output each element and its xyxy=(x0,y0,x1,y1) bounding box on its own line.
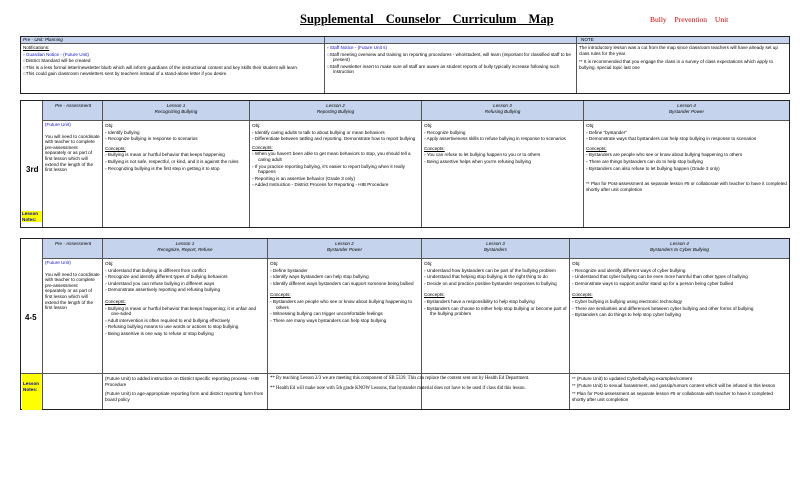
list-item: ▫ Demonstrate assertively reporting and refusing bullying xyxy=(105,287,221,293)
list-item-text: If you practice reporting bullying, it's easier to report bullying when it really happens xyxy=(254,163,405,175)
pre-unit-header xyxy=(21,37,789,44)
list-item: ** Plan for Post-assessment as separate lesson #5 or collaborate with teacher to have it completed shortly after unit completion xyxy=(572,391,773,402)
list-item: Obj: xyxy=(105,261,114,266)
lesson-header-text: Bystander Power xyxy=(327,246,362,252)
pre-assessment-cell xyxy=(43,121,102,229)
list-item: ▫ Understand that helping stop bullying is the right thing to do xyxy=(424,274,548,280)
pre-assessment-header: Pre - Assessment xyxy=(54,103,92,108)
lesson-header xyxy=(250,103,421,114)
pre-assessment-cell xyxy=(43,259,102,371)
list-item-text: Define "bystander" xyxy=(588,129,627,135)
lesson-header xyxy=(422,103,583,114)
lesson-header xyxy=(268,241,421,252)
list-item: ▫ Understand that bullying is different from conflict xyxy=(105,267,206,273)
list-item: ▫ Recognize bullying xyxy=(424,129,466,135)
list-item-text: Added Instruction - District Process for Reporting - HIB Procedure xyxy=(254,182,389,188)
list-item-text: Identify caring adults to talk to about bullying or mean behaviors xyxy=(254,129,385,135)
pre-unit-header-label: Pre - Unit: Planning xyxy=(23,37,63,42)
list-item: Obj: xyxy=(586,123,595,128)
list-item-text: Staff Notice - (Future Unit s) xyxy=(329,45,388,50)
list-item-text: Staff newsletter insert to make sure all staff are aware as student reports of bully typically increase following such instruction xyxy=(329,63,560,75)
lesson-4-cell xyxy=(570,260,789,372)
list-item: ▫ When you haven't been able to get mean behaviors to stop, you should tell a caring adult xyxy=(252,151,411,162)
lesson-1-cell xyxy=(103,122,249,228)
list-item: ▫ Bystanders can choose to either help stop bullying or become part of the bullying problem xyxy=(424,305,567,317)
list-item-text: When you haven't been able to get mean behaviors to stop, you should tell a caring adult xyxy=(254,151,411,162)
list-item: ▫ Bullying is mean or hurtful behavior that keeps happening xyxy=(105,152,225,158)
lesson-header-text: Recognize, Report, Refuse xyxy=(157,246,213,252)
list-item-text: This could gain classroom newsletters sent by teachers instead of a stand-alone letter if you desire. xyxy=(25,71,228,77)
list-item: ▫ Bystanders can do things to help stop cyber bullying xyxy=(572,312,681,318)
list-item-text: Demonstrate ways to support and/or stand up for a person being cyber bullied xyxy=(574,280,734,286)
list-item: ▫ You can refuse to let bullying happen to you or to others xyxy=(424,152,541,158)
future-unit-link[interactable]: (Future Unit) xyxy=(45,260,71,265)
list-item: ▫ Define bystander xyxy=(270,267,308,273)
list-item: Obj: xyxy=(424,123,433,128)
lesson-4-cell xyxy=(584,122,789,228)
list-item: ▫ Reporting is an assertive behavior (Grade 3 only) xyxy=(252,175,355,181)
list-item-text: Define bystander xyxy=(272,267,308,273)
lesson-notes-label: Lesson Notes: xyxy=(22,211,42,222)
lesson-2-cell xyxy=(250,122,421,228)
list-item: ▫ Recognize and identify different types of bullying behaviors xyxy=(105,274,228,280)
lesson-header-text: Recognizing Bullying xyxy=(154,108,198,114)
lesson-header-text: Lesson 1 xyxy=(175,241,195,246)
staff-notice-section xyxy=(325,44,575,94)
list-item-text: Understand how bystanders can be part of the bullying problem xyxy=(426,267,556,273)
list-item-text: Bullying is mean or hurtful behavior that keeps happening; it is unfair and one-sided xyxy=(107,305,257,317)
lesson-notes-label: Lesson Notes: xyxy=(23,381,40,392)
guardian-notice-section xyxy=(21,44,323,94)
list-item: ▫ There are similarities and differences between cyber bullying and other forms of bullying xyxy=(572,305,754,311)
list-item-text: Bystanders are people who see or know about bullying happening to others xyxy=(272,298,413,310)
lesson-header-text: Lesson 1 xyxy=(166,103,186,108)
guardian-item: ○District Standard will be created xyxy=(23,58,91,64)
list-item: ▫ There are things bystanders can do to help stop bullying xyxy=(586,158,703,164)
list-item: ▫ Being assertive helps when you're refusing bullying xyxy=(424,158,531,164)
note-text: The introductory lesson was a cut from the map since classroom teachers will have already set up class rules for the year. xyxy=(579,45,778,56)
list-item: ▫ Decide on and practice positive bystander responses to bullying xyxy=(424,280,557,286)
page-title: Supplemental Counselor Curriculum Map xyxy=(300,12,554,26)
list-item: ▫ Recognize and identify different ways of cyber bullying xyxy=(572,267,686,273)
lesson-header-text: Lesson 4 xyxy=(670,241,689,246)
lesson-header xyxy=(422,241,569,252)
list-item-text: Bullying is mean or hurtful behavior that keeps happening xyxy=(107,152,225,158)
list-item: ▫ Identify ways bystanders can help stop bullying xyxy=(270,274,369,280)
list-item: ▫ Recognizing bullying is the first step in getting it to stop xyxy=(105,165,220,171)
list-item-text: Identify different ways bystanders can support someone being bullied xyxy=(272,280,414,286)
lesson-2-cell xyxy=(268,260,421,372)
list-item: ** (Future Unit) to updated Cyberbullying examples/content xyxy=(572,376,693,381)
list-item-text: Staff meeting overview and training on reporting procedures - who/student, will learn (important for classified staff to be present) xyxy=(329,51,571,63)
list-item: Obj: xyxy=(270,261,279,266)
list-item: (Future Unit) to added instruction on District specific reporting process - HIB Procedure xyxy=(105,376,259,387)
lesson-header-text: Lesson 3 xyxy=(486,241,505,246)
pre-assessment-text: You will need to coordinate with teacher to complete pre-assessment separately or as part of first lesson which will extend the length of the first lesson xyxy=(45,271,100,311)
grade-label: 3rd xyxy=(26,165,39,174)
list-item: ** Health Ed will make note with 5th grade KNOW Lessons, that bystander material does not have to be used if class did this lesson. xyxy=(270,385,526,391)
list-item: ** Plan for Post-assessment as separate lesson #5 or collaborate with teacher to have it completed shortly after unit completion xyxy=(586,181,787,192)
lesson-header-text: Refusing Bullying xyxy=(484,108,521,114)
list-item: ▫ Bystanders have a responsibility to help stop bullying xyxy=(424,298,535,304)
list-item: ▫ Understand that cyber bullying can be even more harmful than other types of bullying xyxy=(572,274,748,280)
list-item-text: Apply assertiveness skills to refuse bullying in response to scenarios xyxy=(426,136,566,142)
list-item-text: Understand you can refuse bullying in different ways xyxy=(107,280,215,286)
list-item: Obj: xyxy=(252,123,261,128)
list-item: Concepts: xyxy=(252,144,273,150)
list-item: ▫ Bullying is not safe, respectful, or kind, and it is against the rules xyxy=(105,158,239,164)
list-item-text: Bystanders have a responsibility to help stop bullying xyxy=(426,298,535,304)
list-item-text: There are things bystanders can do to help stop bullying xyxy=(588,158,703,164)
list-item-text: Cyber bullying is bullying using electronic technology xyxy=(574,298,683,304)
list-item-text: Refusing bullying means to use words or actions to stop bullying xyxy=(107,324,239,330)
list-item: ▫ Identify caring adults to talk to about bullying or mean behaviors xyxy=(252,129,385,135)
list-item: Concepts: xyxy=(572,292,593,298)
list-item-text: Recognize and identify different types of bullying behaviors xyxy=(107,274,228,280)
lesson-header xyxy=(103,241,267,252)
list-item-text: This is a less formal letter/newsletter blurb which will inform guardians of the instructional content and key skills their student will learn. xyxy=(25,64,299,70)
list-item-text: District Standard will be created xyxy=(25,58,91,64)
list-item: Concepts: xyxy=(270,292,291,298)
list-item: ▫ Witnessing bullying can trigger uncomfortable feelings xyxy=(270,311,383,317)
list-item: ▫ Refusing bullying means to use words or actions to stop bullying xyxy=(105,324,239,330)
list-item-text: Identify bullying xyxy=(107,129,140,135)
list-item: ** By teaching Lesson 2/3 we are meeting this component of SB 5339. This can replace the content sent out by Health Ed Department. xyxy=(270,376,530,381)
list-item: ▫ Understand how bystanders can be part of the bullying problem xyxy=(424,267,556,273)
staff-item: ○Staff meeting overview and training on reporting procedures - who/student, will learn (important for classified staff to be present) xyxy=(327,51,571,63)
lesson-3-cell xyxy=(422,122,583,228)
list-item: ▫ Added Instruction - District Process for Reporting - HIB Procedure xyxy=(252,182,389,188)
note-text-2: ** It is recommended that you engage the class in a survey of class expectations which apply to bullying. special topic last one xyxy=(579,59,774,70)
list-item: ▫ Understand you can refuse bullying in different ways xyxy=(105,280,215,286)
list-item-text: Being assertive is one way to refuse or stop bullying xyxy=(107,330,214,336)
lesson-3-cell xyxy=(422,260,569,372)
list-item-text: Bystanders can choose to either help stop bullying or become part of the bullying problem xyxy=(426,305,567,317)
lesson-header xyxy=(570,241,789,252)
lesson-notes-1 xyxy=(103,375,267,410)
list-item: ▫ Bullying is mean or hurtful behavior that keeps happening; it is unfair and one-sided xyxy=(105,305,257,317)
list-item: ** (Future Unit) to sexual harassment, and gossip/rumors content which will be infused in this lesson xyxy=(572,382,776,388)
notifications-label: Notifications: xyxy=(23,45,50,50)
list-item: ▫ Recognize bullying in response to scenarios xyxy=(105,136,198,142)
list-item: ▫ There are many ways bystanders can help stop bullying xyxy=(270,317,387,323)
list-item: ▫ If you practice reporting bullying, it's easier to report bullying when it really happens xyxy=(252,163,405,175)
list-item: Obj: xyxy=(424,261,433,266)
list-item: (Future Unit) to age-appropriate reporting form and district reporting form from board policy xyxy=(105,391,264,402)
lesson-header-text: Lesson 2 xyxy=(326,103,345,108)
lesson-header-text: Bystander Power xyxy=(669,108,704,114)
list-item-text: Understand that helping stop bullying is the right thing to do xyxy=(426,274,548,280)
list-item-text: Bullying is not safe, respectful, or kind, and it is against the rules xyxy=(107,158,239,164)
pre-assessment-header: Pre - Assessment xyxy=(54,241,92,246)
list-item-text: There are similarities and differences between cyber bullying and other forms of bullying xyxy=(574,305,754,311)
lesson-header-text: Bystanders xyxy=(484,246,507,252)
list-item: ▫ Define "bystander" xyxy=(586,129,627,135)
list-item: Concepts: xyxy=(424,145,445,151)
list-item: Obj: xyxy=(105,123,114,128)
list-item-text: Identify ways bystanders can help stop bullying xyxy=(272,274,369,280)
note-section xyxy=(577,44,789,94)
list-item-text: Guardian Notice - (Future Unit) xyxy=(25,51,89,57)
list-item-text: Being assertive helps when you're refusing bullying xyxy=(426,158,531,164)
grade-4-5-table xyxy=(20,238,790,410)
list-item-text: Differentiate between tattling and reporting. Demonstrate how to report bullying xyxy=(254,136,416,142)
list-item: Concepts: xyxy=(424,292,445,298)
staff-item: ○Staff newsletter insert to make sure all staff are aware as student reports of bully typically increase following such instruction xyxy=(327,63,560,75)
list-item: ▫ Identify different ways bystanders can support someone being bullied xyxy=(270,280,414,286)
lesson-header-text: Lesson 2 xyxy=(335,241,354,246)
guardian-item: ○This could gain classroom newsletters sent by teachers instead of a stand-alone letter if you desire. xyxy=(23,71,228,77)
list-item-text: Bystanders can do things to help stop cyber bullying xyxy=(574,312,681,318)
lesson-notes-2-3 xyxy=(268,375,569,410)
list-item: ▫ Bystanders are people who see or know about bullying happening to others xyxy=(270,298,413,310)
list-item-text: Demonstrate assertively reporting and refusing bullying xyxy=(107,287,221,293)
list-item-text: Adult intervention is often required to end bullying effectively xyxy=(107,317,230,323)
list-item-text: Understand that cyber bullying can be even more harmful than other types of bullying xyxy=(574,274,748,280)
lesson-header xyxy=(103,103,249,114)
lesson-notes-4 xyxy=(570,375,789,410)
list-item-text: You can refuse to let bullying happen to you or to others xyxy=(426,152,541,158)
list-item-text: Bystanders can also refuse to let bullying happen (Grade 3 only) xyxy=(588,165,720,171)
list-item: ▫ Being assertive is one way to refuse or stop bullying xyxy=(105,330,214,336)
lesson-1-cell xyxy=(103,260,267,372)
list-item-text: Witnessing bullying can trigger uncomfortable feelings xyxy=(272,311,383,317)
list-item-text: Understand that bullying is different from conflict xyxy=(107,267,206,273)
list-item: Obj: xyxy=(572,261,581,266)
grade-label: 4-5 xyxy=(25,313,37,322)
list-item: ▫ Bystanders are people who see or know about bullying happening to others xyxy=(586,152,743,158)
guardian-item: ○This is a less formal letter/newsletter blurb which will inform guardians of the instructional content and key skills their student will learn. xyxy=(23,64,299,70)
unit-title: Bully Prevention Unit xyxy=(650,15,729,24)
list-item-text: Recognize bullying in response to scenarios xyxy=(107,136,198,142)
list-item-text: Reporting is an assertive behavior (Grade 3 only) xyxy=(254,175,355,181)
pre-unit-planning xyxy=(20,36,790,94)
list-item: ▫ Adult intervention is often required to end bullying effectively xyxy=(105,317,230,323)
pre-assessment-text: You will need to coordinate with teacher to complete pre-assessment separately or as part of first lesson which will extend the length of the first lesson xyxy=(45,133,100,173)
lesson-header-text: Lesson 3 xyxy=(493,103,512,108)
grade-3-table xyxy=(20,100,790,228)
list-item-text: Decide on and practice positive bystander responses to bullying xyxy=(426,280,557,286)
list-item-text: Recognize bullying xyxy=(426,129,466,135)
divider xyxy=(21,373,789,374)
note-header-label: NOTE xyxy=(581,37,594,42)
lesson-header xyxy=(584,103,789,114)
list-item: ▫ Bystanders can also refuse to let bullying happen (Grade 3 only) xyxy=(586,165,720,171)
list-item: Concepts: xyxy=(586,145,607,151)
list-item-text: Recognizing bullying is the first step in getting it to stop xyxy=(107,165,220,171)
list-item: ▫ Identify bullying xyxy=(105,129,140,135)
list-item: ▫ Demonstrate ways to support and/or stand up for a person being cyber bullied xyxy=(572,280,734,286)
list-item: ▫ Cyber bullying is bullying using electronic technology xyxy=(572,298,683,304)
lesson-header-text: Lesson 4 xyxy=(677,103,696,108)
lesson-header-text: Reporting Bullying xyxy=(316,108,355,114)
list-item-text: Demonstrate ways that bystanders can help stop bullying in response to scenarios xyxy=(588,136,757,142)
list-item: ▫ Demonstrate ways that bystanders can help stop bullying in response to scenarios xyxy=(586,136,757,142)
staff-notice-title: ▫ Staff Notice - (Future Unit s) xyxy=(327,45,388,50)
lesson-header-text: Bystanders to Cyber Bullying xyxy=(650,246,709,252)
list-item-text: Bystanders are people who see or know about bullying happening to others xyxy=(588,152,743,158)
list-item: ▫ Differentiate between tattling and reporting. Demonstrate how to report bullying xyxy=(252,136,416,142)
list-item: Concepts: xyxy=(105,145,126,151)
list-item-text: Recognize and identify different ways of cyber bullying xyxy=(574,267,686,273)
future-unit-link[interactable]: (Future Unit) xyxy=(45,122,71,127)
list-item: ▫ Apply assertiveness skills to refuse bullying in response to scenarios xyxy=(424,136,566,142)
guardian-notice-title: ▫ Guardian Notice - (Future Unit) xyxy=(23,51,89,57)
list-item: Concepts: xyxy=(105,298,126,304)
list-item-text: There are many ways bystanders can help stop bullying xyxy=(272,317,387,323)
